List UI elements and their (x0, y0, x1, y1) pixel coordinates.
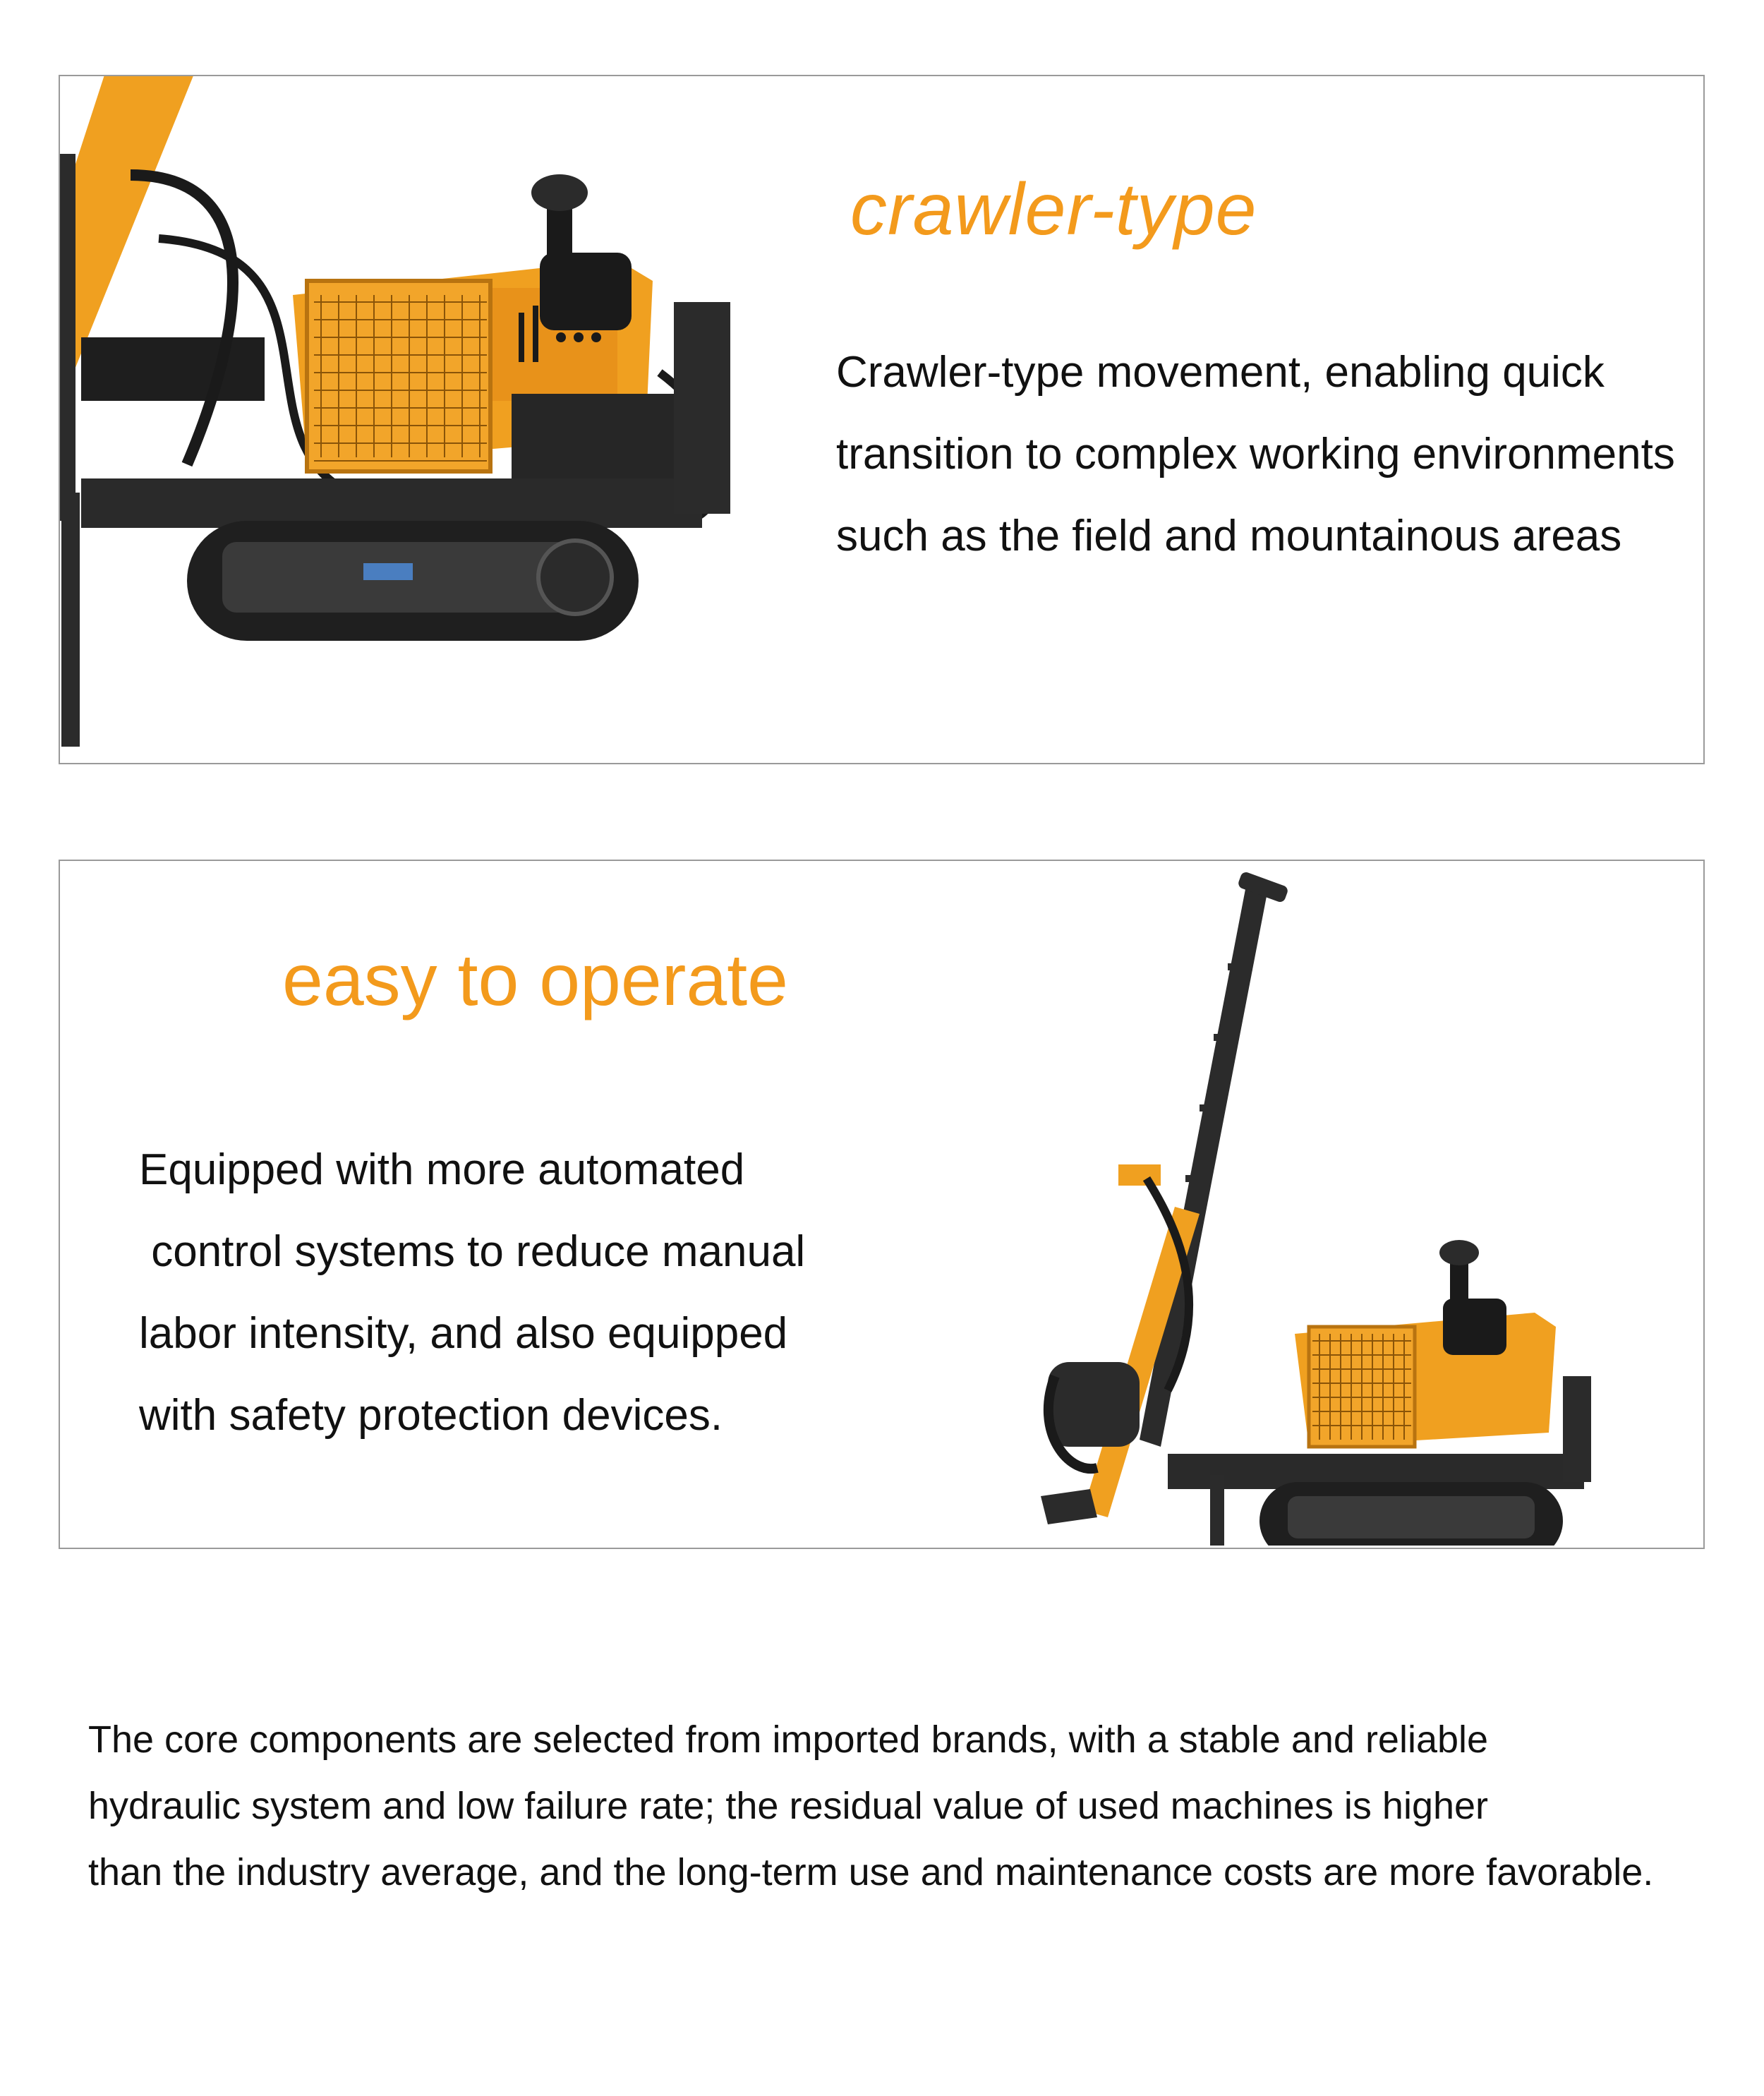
easy-to-operate-panel (59, 860, 1705, 1549)
body-line: with safety protection devices. (139, 1391, 723, 1440)
body-line: control systems to reduce manual (139, 1227, 806, 1276)
drill-rig-with-raised-mast-image (1041, 868, 1633, 1546)
section-body-crawler-type: Crawler-type movement, enabling quick transition to complex working environments such as the field and mountainous areas (836, 348, 1675, 560)
section-title-crawler-type: crawler-type (850, 169, 1257, 251)
section-title-easy-to-operate: easy to operate (282, 939, 788, 1021)
body-line: Equipped with more automated (139, 1145, 745, 1194)
crawler-type-panel (59, 75, 1705, 764)
footer-line: The core components are selected from imported brands, with a stable and reliable (88, 1718, 1489, 1761)
crawler-drill-rig-closeup-image (59, 75, 787, 747)
body-line: labor intensity, and also equipped (139, 1309, 788, 1358)
footer-line: than the industry average, and the long-term use and maintenance costs are more favorable. (88, 1851, 1654, 1893)
footer-line: hydraulic system and low failure rate; the residual value of used machines is higher (88, 1785, 1489, 1827)
section-body-easy-to-operate (139, 1129, 915, 1457)
footer-description (88, 1706, 1711, 1905)
